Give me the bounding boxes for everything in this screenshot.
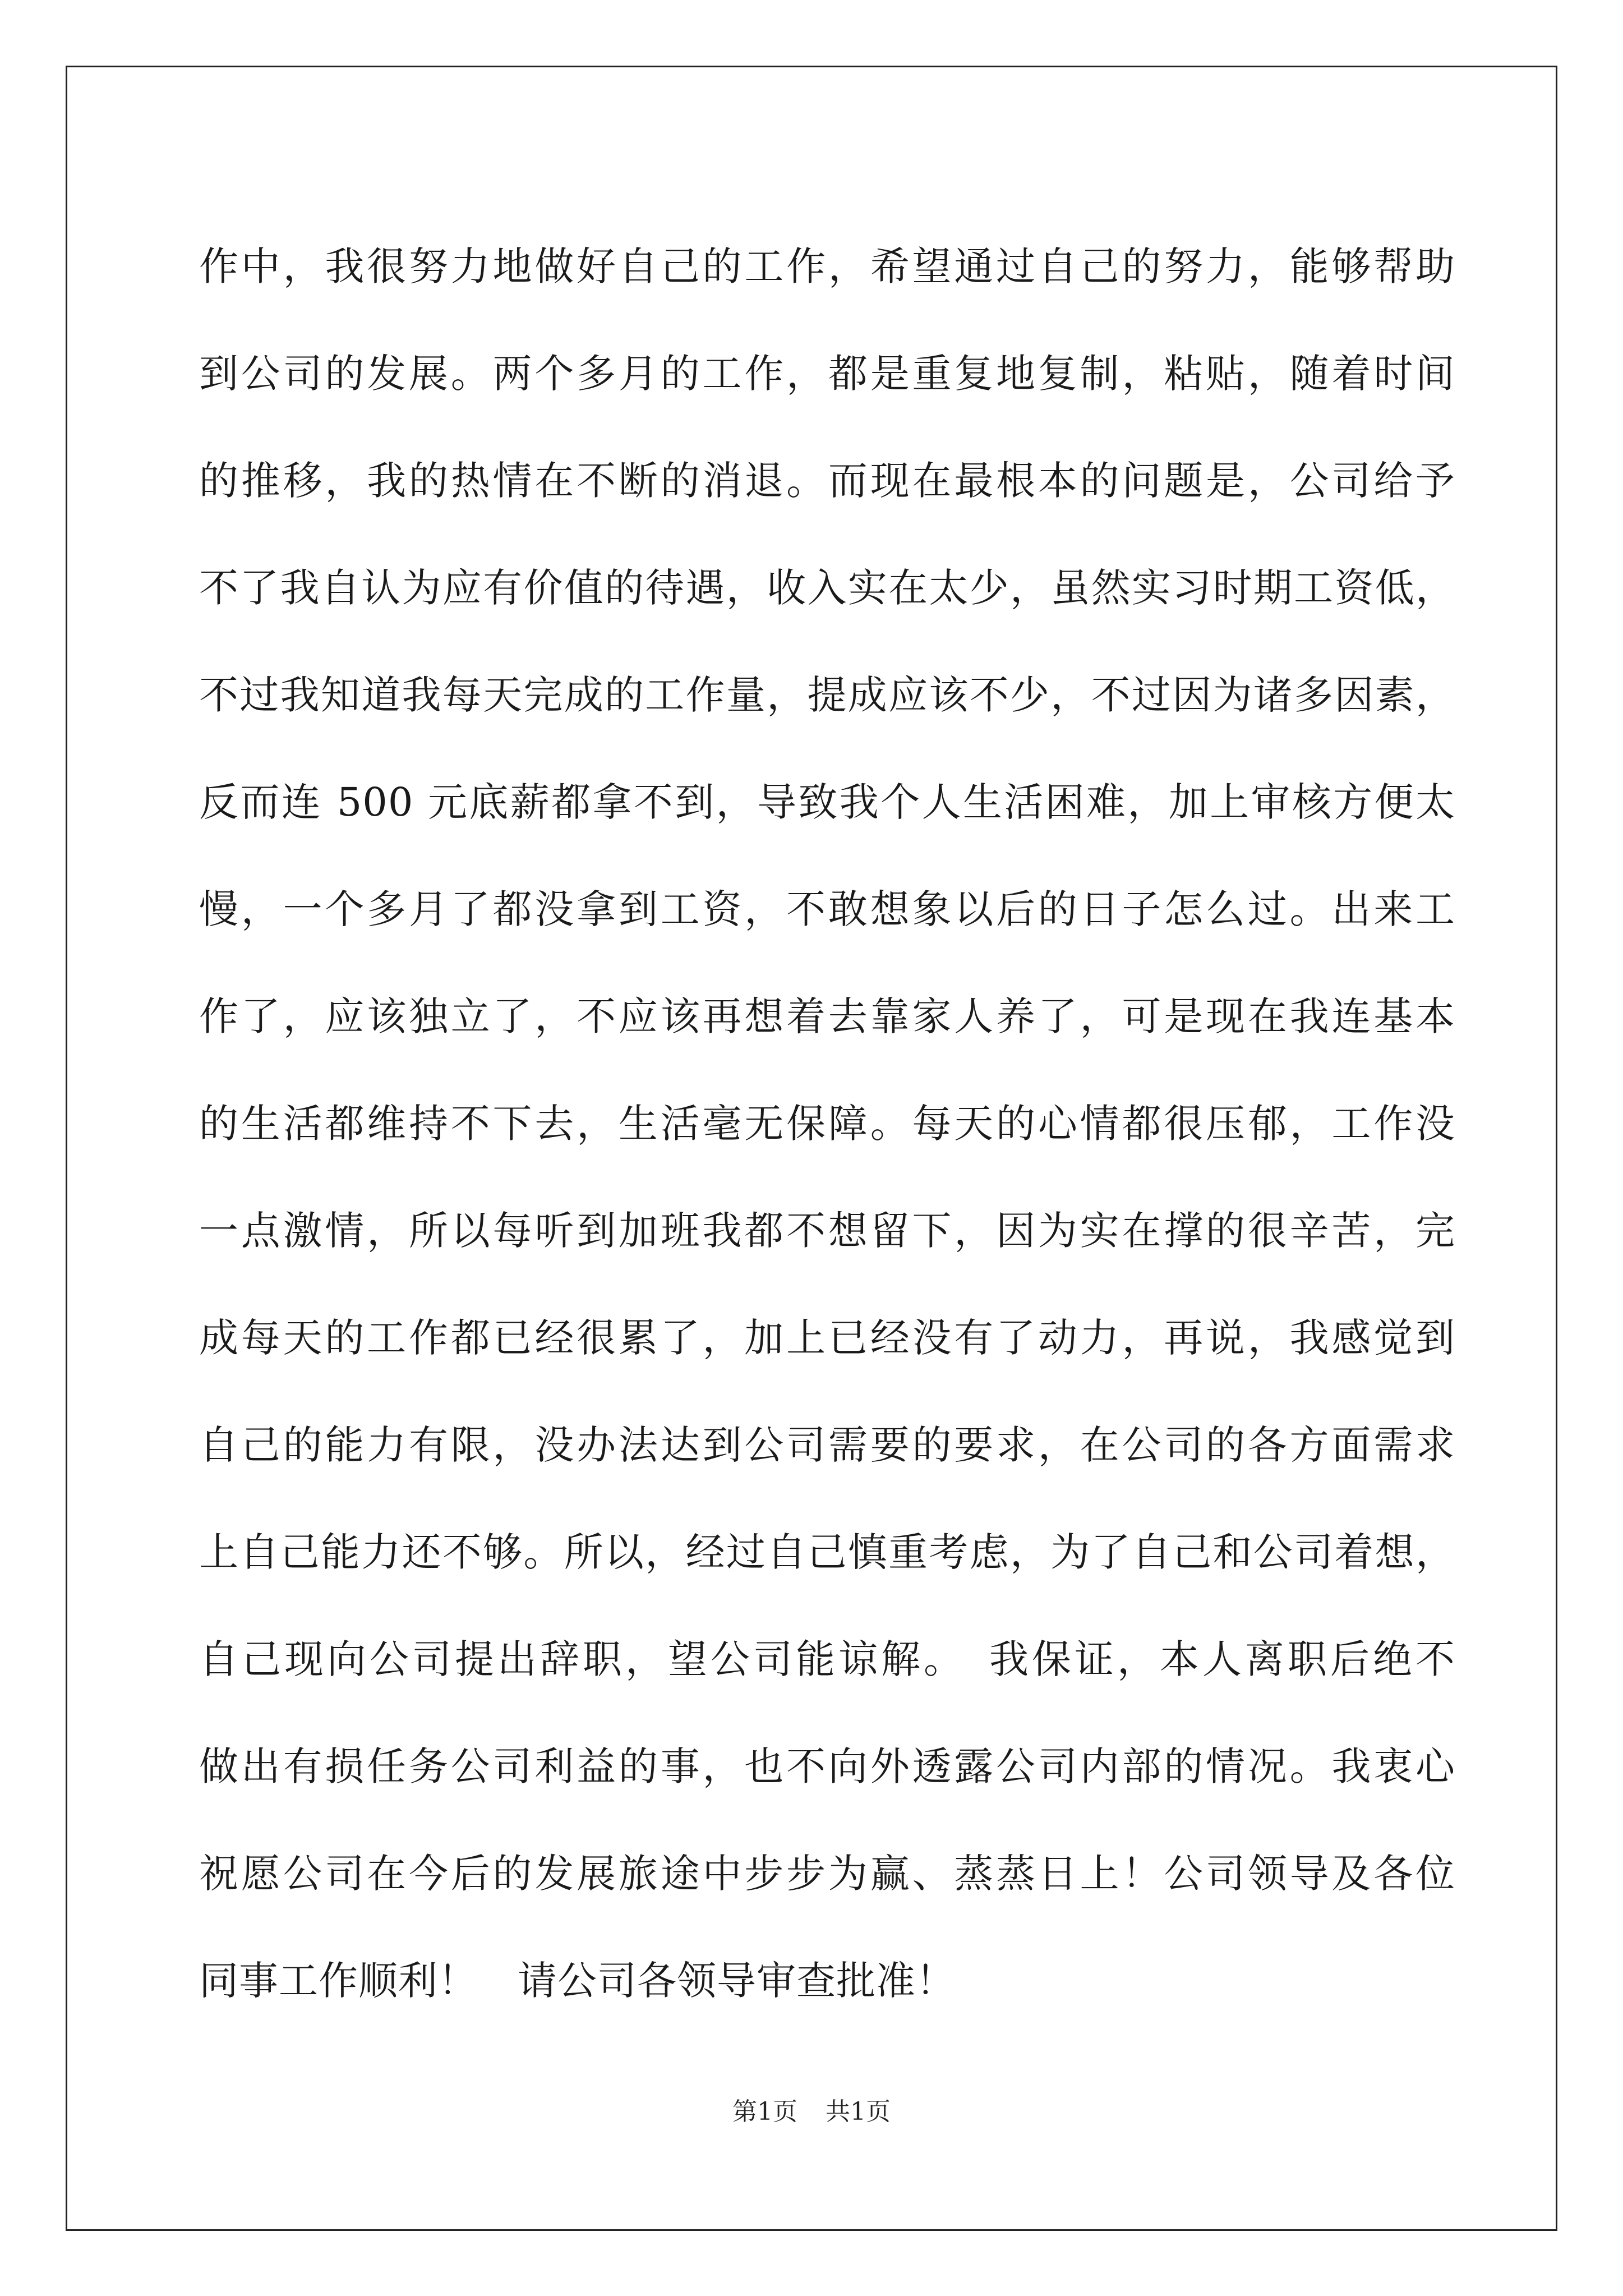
text-line-last: 同事工作顺利！ 请公司各领导审查批准！	[199, 1958, 956, 2004]
text-line: 祝愿公司在今后的发展旅途中步步为赢、蒸蒸日上！公司领导及各位	[199, 1851, 1455, 1897]
text-line: 成每天的工作都已经很累了，加上已经没有了动力，再说，我感觉到	[199, 1315, 1455, 1361]
text-line: 到公司的发展。两个多月的工作，都是重复地复制，粘贴，随着时间	[199, 351, 1455, 397]
text-line: 上自己能力还不够。所以，经过自己慎重考虑，为了自己和公司着想，	[199, 1529, 1455, 1575]
text-line: 慢，一个多月了都没拿到工资，不敢想象以后的日子怎么过。出来工	[199, 886, 1455, 932]
page-number-current: 第1页	[732, 2097, 797, 2126]
text-line: 不过我知道我每天完成的工作量，提成应该不少，不过因为诸多因素，	[199, 672, 1455, 718]
text-line: 作中，我很努力地做好自己的工作，希望通过自己的努力，能够帮助	[199, 243, 1455, 289]
text-line: 的推移，我的热情在不断的消退。而现在最根本的问题是，公司给予	[199, 458, 1455, 504]
text-line: 自己的能力有限，没办法达到公司需要的要求，在公司的各方面需求	[199, 1422, 1455, 1468]
text-line: 作了，应该独立了，不应该再想着去靠家人养了，可是现在我连基本	[199, 993, 1455, 1039]
text-line: 的生活都维持不下去，生活毫无保障。每天的心情都很压郁，工作没	[199, 1101, 1455, 1147]
document-body	[199, 213, 1455, 2035]
page-number-total: 共1页	[826, 2097, 891, 2126]
text-line: 不了我自认为应有价值的待遇，收入实在太少，虽然实习时期工资低，	[199, 565, 1455, 611]
text-line: 自己现向公司提出辞职，望公司能谅解。 我保证，本人离职后绝不	[199, 1636, 1455, 1682]
text-line: 反而连 500 元底薪都拿不到，导致我个人生活困难，加上审核方便太	[199, 779, 1455, 825]
page-footer	[0, 2095, 1623, 2129]
text-line: 做出有损任务公司利益的事，也不向外透露公司内部的情况。我衷心	[199, 1743, 1455, 1789]
text-line: 一点激情，所以每听到加班我都不想留下，因为实在撑的很辛苦，完	[199, 1208, 1455, 1254]
